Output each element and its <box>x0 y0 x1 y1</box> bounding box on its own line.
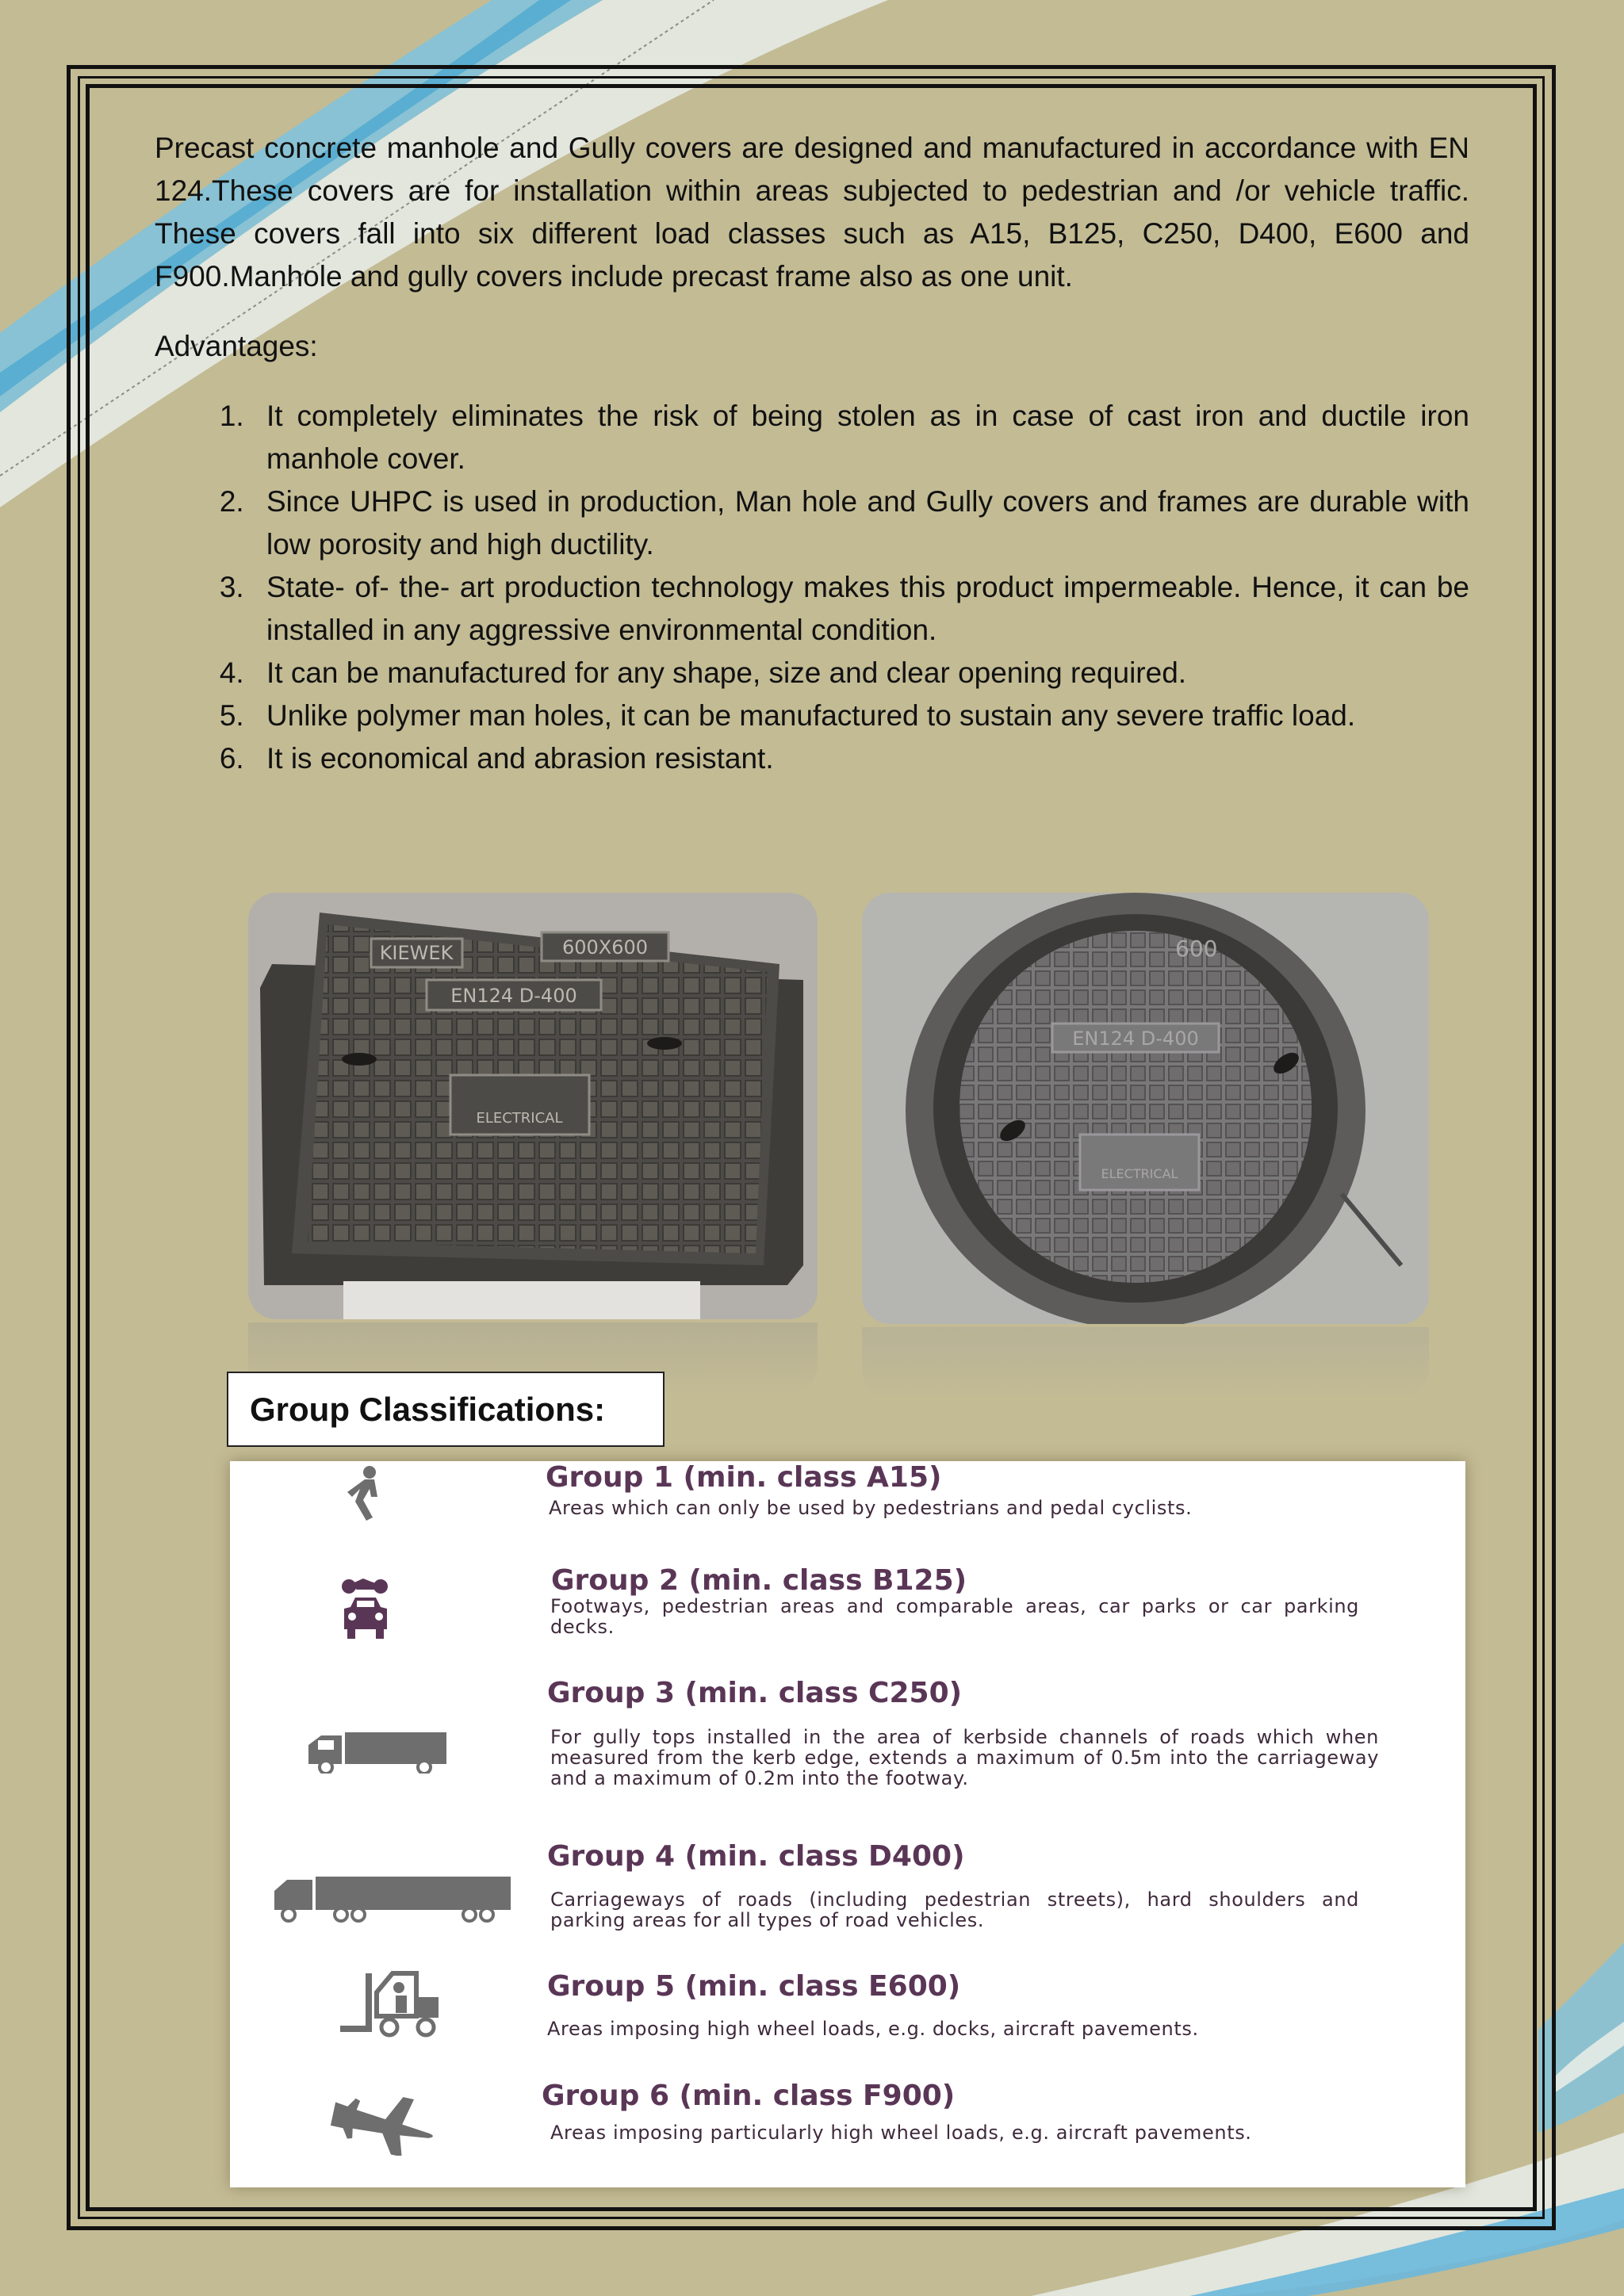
group-6-title: Group 6 (min. class F900) <box>542 2080 956 2112</box>
group-classifications-heading: Group Classifications: <box>227 1372 665 1447</box>
square-cover-standard: EN124 D-400 <box>450 985 577 1007</box>
list-item: 1. It completely eliminates the risk of being stolen as in case of cast iron and ductile iron manhole cover. <box>252 395 1469 480</box>
group-1-desc: Areas which can only be used by pedestrians and pedal cyclists. <box>549 1497 1193 1519</box>
list-item: 3. State- of- the- art production technology makes this product impermeable. Hence, it can be installed in any aggressive environmental condition. <box>252 566 1469 652</box>
group-3-title: Group 3 (min. class C250) <box>547 1677 963 1709</box>
round-manhole-photo <box>862 893 1429 1324</box>
round-photo-reflection <box>862 1327 1429 1399</box>
group-4-title: Group 4 (min. class D400) <box>547 1840 965 1873</box>
lorry-icon <box>271 1875 512 1923</box>
pedestrian-icon <box>341 1465 389 1522</box>
intro-paragraph: Precast concrete manhole and Gully covers are designed and manufactured in accordance with EN 124.These covers are for installation within areas subjected to pedestrian and /or vehicle traffic. These covers fall into six different load classes such as A15, B125, C250, D400, E600 and F900.Manhole and gully covers include precast frame also as one unit. <box>155 132 1469 293</box>
airplane-icon <box>329 2089 440 2156</box>
advantages-list <box>155 395 1469 780</box>
main-content <box>155 127 1469 780</box>
round-cover-standard: EN124 D-400 <box>1072 1027 1199 1050</box>
group-classifications-panel <box>230 1461 1465 2187</box>
list-item: 5. Unlike polymer man holes, it can be manufactured to sustain any severe traffic load. <box>252 695 1469 737</box>
truck-icon <box>305 1731 448 1774</box>
list-item: 4. It can be manufactured for any shape, size and clear opening required. <box>252 652 1469 695</box>
group-5-desc: Areas imposing high wheel loads, e.g. docks, aircraft pavements. <box>547 2018 1199 2040</box>
square-cover-size: 600X600 <box>561 936 649 959</box>
forklift-icon <box>337 1969 442 2040</box>
group-5-title: Group 5 (min. class E600) <box>547 1970 961 2003</box>
group-2-title: Group 2 (min. class B125) <box>551 1564 967 1597</box>
group-6-desc: Areas imposing particularly high wheel loads, e.g. aircraft pavements. <box>550 2122 1252 2144</box>
list-item: 6. It is economical and abrasion resistant. <box>252 737 1469 780</box>
square-cover-label: ELECTRICAL <box>476 1110 563 1127</box>
round-cover-label: ELECTRICAL <box>1101 1166 1178 1181</box>
car-motorbike-icon <box>339 1572 392 1645</box>
square-cover-brand: KIEWEK <box>379 942 454 964</box>
square-manhole-photo <box>248 893 818 1319</box>
group-4-desc: Carriageways of roads (including pedestrian streets), hard shoulders and parking areas for all types of road vehicles. <box>550 1888 1359 1931</box>
round-cover-size: 600 <box>1175 936 1218 962</box>
group-1-title: Group 1 (min. class A15) <box>546 1461 942 1494</box>
group-2-desc: Footways, pedestrian areas and comparable areas, car parks or car parking decks. <box>550 1595 1359 1638</box>
advantages-heading: Advantages: <box>155 330 318 362</box>
list-item: 2. Since UHPC is used in production, Man hole and Gully covers and frames are durable with low porosity and high ductility. <box>252 480 1469 566</box>
group-3-desc: For gully tops installed in the area of kerbside channels of roads which when measured from the kerb edge, extends a maximum of 0.5m into the carriageway and a maximum of 0.2m into the footway. <box>550 1726 1379 1789</box>
